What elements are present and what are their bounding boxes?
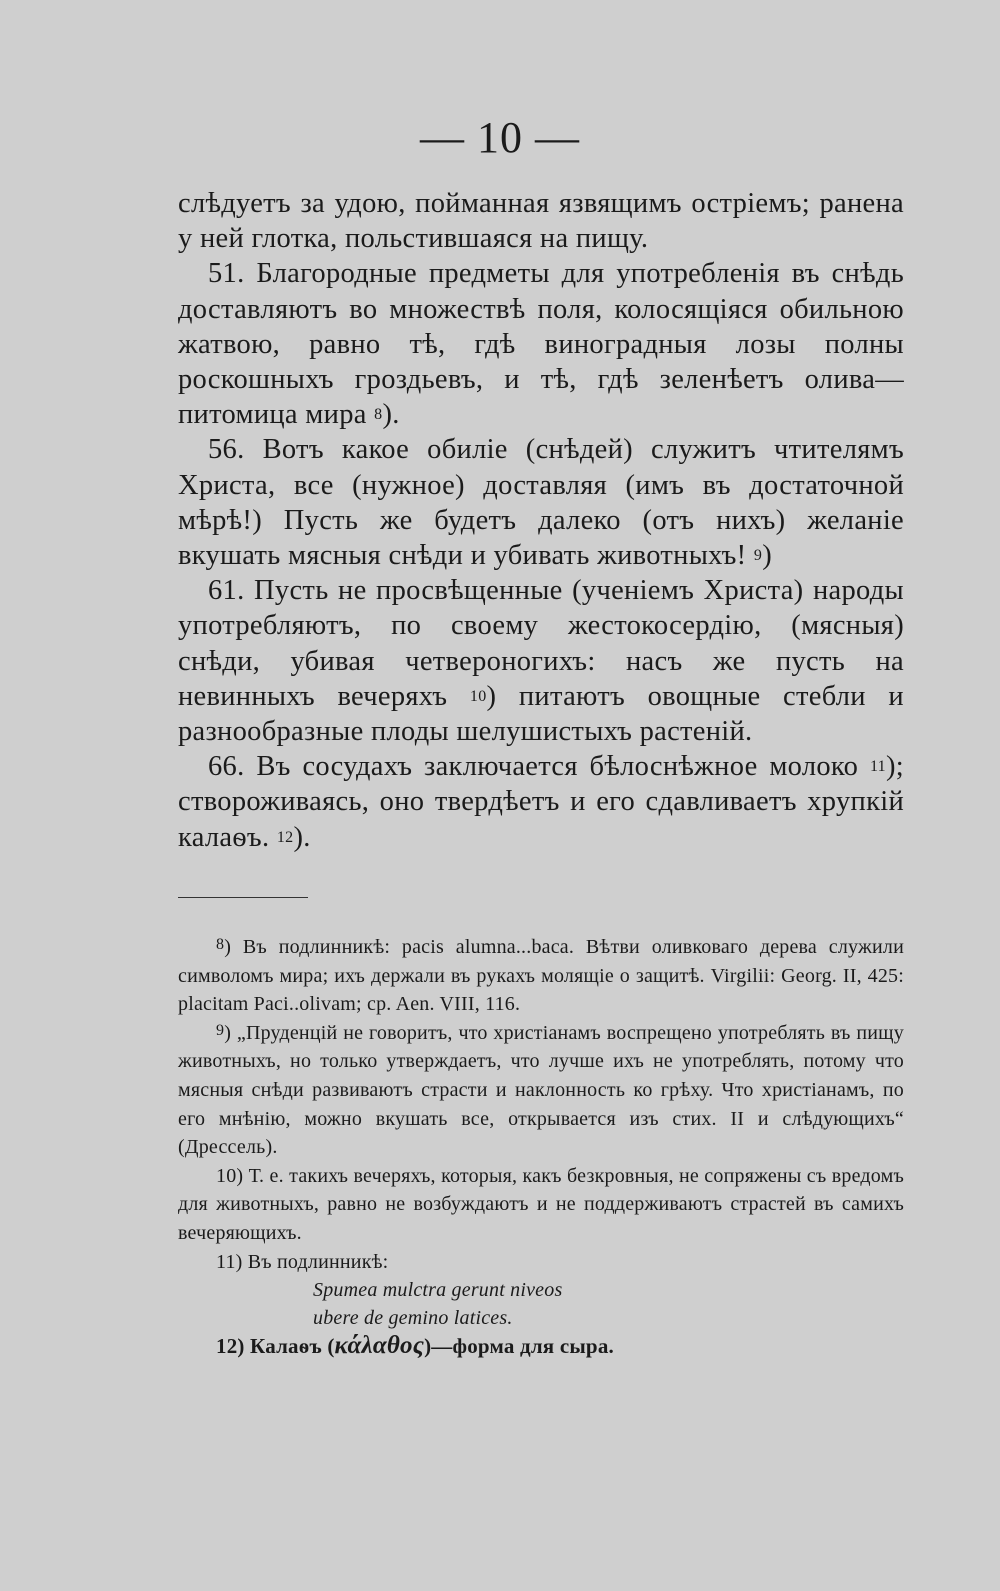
paragraph-61: 61. Пусть не просвѣщенные (ученіемъ Христа) народы употребляютъ, по своему жестокосердію, (мясныя) снѣди, убивая четвероногихъ: насъ же пусть на невинныхъ вечеряхъ $^{10}$) питаютъ овощные стебли и разнообразные плоды шелушистыхъ растеній.	[178, 575, 904, 748]
verse-line-1: Spumea mulctra gerunt niveos	[313, 1279, 563, 1302]
footnote-10: 10) Т. е. такихъ вечеряхъ, которыя, какъ безкровныя, не сопряжены съ вредомъ для животныхъ, равно не возбуждаютъ и не поддерживаютъ страстей въ самихъ вечеряющихъ.	[178, 1164, 904, 1244]
main-text	[178, 186, 904, 855]
footnote-9: $^9$) „Пруденцій не говоритъ, что христіанамъ воспрещено употреблять въ пищу животныхъ, но только утверждаетъ, что лучше ихъ не употреблять, потому что мясныя снѣди развиваютъ страсти и наклонность ко грѣху. Что христіанамъ, по его мнѣнію, можно вкушать все, открывается изъ стих. II и слѣдующихъ“ (Дрессель).	[178, 1021, 904, 1159]
footnotes	[178, 933, 904, 1361]
footnote-ref-9: 9	[753, 547, 763, 565]
paragraph-51: 51. Благородные предметы для употребленія въ снѣдь доставляютъ во множествѣ поля, колосящіяся обильною жатвою, равно тѣ, гдѣ виноградныя лозы полны роскошныхъ гроздьевъ, и тѣ, гдѣ зеленѣетъ олива—питомица мира $^8$).	[178, 258, 904, 431]
footnote-8: $^8$) Въ подлинникѣ: pacis alumna...baca. Вѣтви оливковаго дерева служили символомъ мира; ихъ держали въ рукахъ молящіе о защитѣ. Virgilii: Georg. II, 425: placitam Paci..olivam; cp. Aen. VIII, 116.	[178, 936, 904, 1016]
footnote-11: 11) Въ подлинникѣ:	[216, 1250, 389, 1273]
paragraph-56: 56. Вотъ какое обиліе (снѣдей) служитъ чтителямъ Христа, все (нужное) доставляя (имъ въ достаточной мѣрѣ!) Пусть же будетъ далеко (отъ нихъ) желаніе вкушать мясныя снѣди и убивать животныхъ! $^9$)	[178, 434, 904, 572]
footnote-divider	[178, 897, 308, 898]
paragraph-66: 66. Въ сосудахъ заключается бѣлоснѣжное молоко $^{11}$); створоживаясь, оно твердѣетъ и его сдавливаетъ хрупкій калаѳъ. $^{12}$).	[178, 751, 904, 853]
page-number: — 10 —	[420, 113, 580, 162]
footnote-12: 12) Калаѳъ (κάλαθος)—форма для сыра.	[216, 1332, 614, 1360]
footnote-ref-8: 8	[374, 406, 383, 424]
verse-line-2: ubere de gemino latices.	[313, 1307, 513, 1330]
greek-word: κάλαθος	[334, 1332, 425, 1360]
footnote-ref-10: 10	[469, 687, 487, 705]
footnote-ref-12: 12	[276, 828, 294, 846]
footnote-ref-11: 11	[869, 758, 886, 776]
paragraph-continuation: слѣдуетъ за удою, пойманная язвящимъ остріемъ; ранена у ней глотка, польстившаяся на пищу.	[178, 188, 904, 255]
